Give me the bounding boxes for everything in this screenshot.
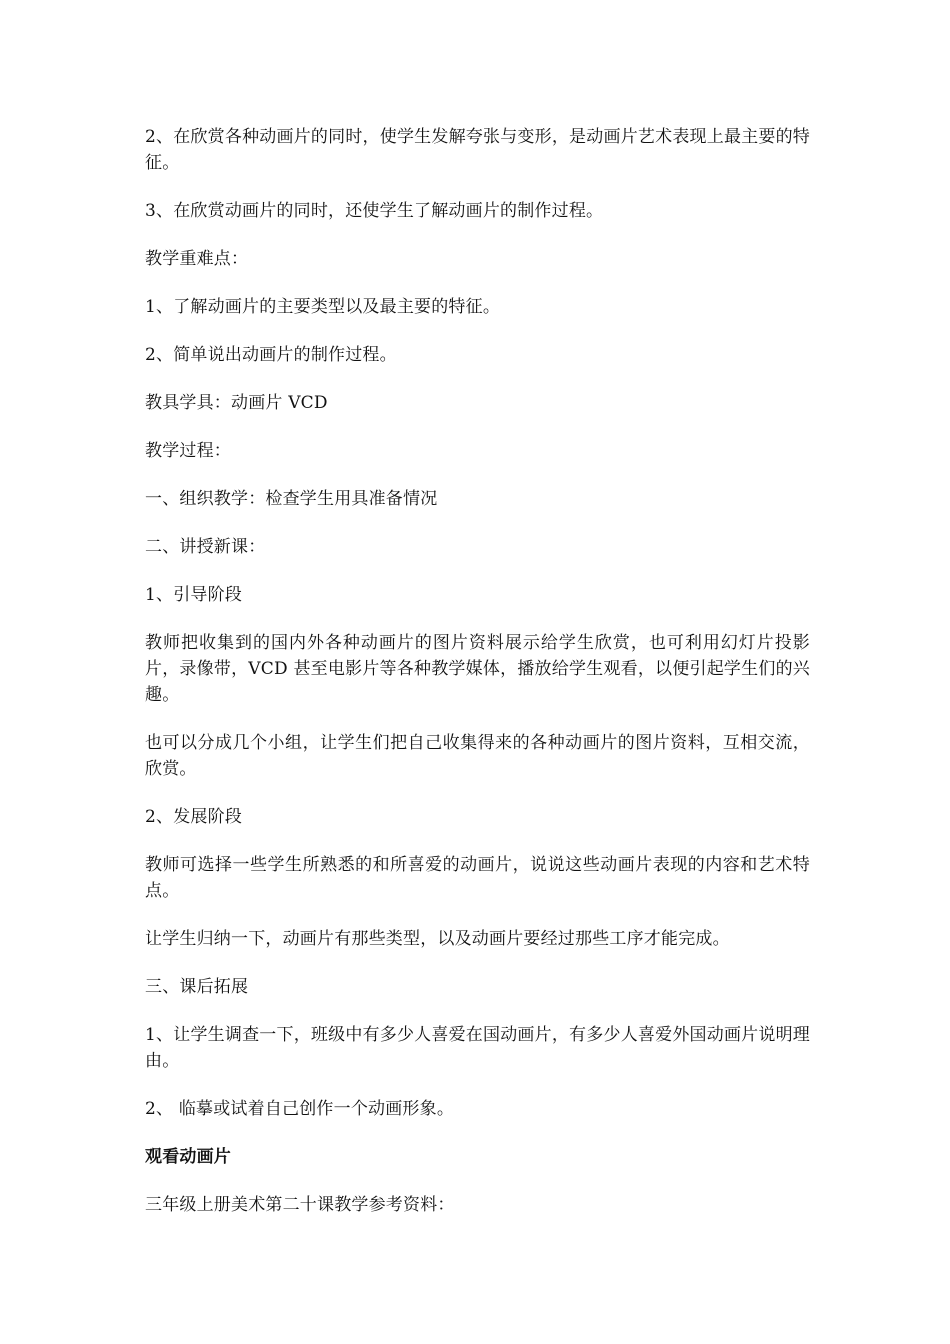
paragraph: 一、组织教学：检查学生用具准备情况 (145, 489, 438, 509)
paragraph: 也可以分成几个小组，让学生们把自己收集得来的各种动画片的图片资料，互相交流，欣赏。 (145, 733, 810, 779)
paragraph: 三年级上册美术第二十课教学参考资料： (145, 1195, 455, 1215)
paragraph: 教学过程： (145, 441, 231, 461)
paragraph: 教学重难点： (145, 249, 249, 269)
paragraph: 1、引导阶段 (145, 585, 243, 605)
paragraph: 让学生归纳一下，动画片有那些类型，以及动画片要经过那些工序才能完成。 (145, 929, 730, 949)
paragraph: 教师可选择一些学生所熟悉的和所喜爱的动画片，说说这些动画片表现的内容和艺术特点。 (145, 855, 810, 901)
paragraph: 2、在欣赏各种动画片的同时，使学生发解夸张与变形，是动画片艺术表现上最主要的特征。 (145, 127, 810, 173)
paragraph: 2、简单说出动画片的制作过程。 (145, 345, 397, 365)
document-body (145, 124, 810, 1240)
paragraph: 三、课后拓展 (145, 977, 249, 997)
paragraph: 2、 临摹或试着自己创作一个动画形象。 (145, 1099, 455, 1119)
paragraph: 3、在欣赏动画片的同时，还使学生了解动画片的制作过程。 (145, 201, 604, 221)
section-title: 观看动画片 (145, 1147, 231, 1167)
paragraph: 1、让学生调查一下，班级中有多少人喜爱在国动画片，有多少人喜爱外国动画片说明理由。 (145, 1025, 810, 1071)
paragraph: 教具学具：动画片 VCD (145, 393, 328, 413)
paragraph: 教师把收集到的国内外各种动画片的图片资料展示给学生欣赏，也可利用幻灯片投影片，录像带，VCD 甚至电影片等各种教学媒体，播放给学生观看，以便引起学生们的兴趣。 (145, 633, 810, 705)
paragraph: 1、了解动画片的主要类型以及最主要的特征。 (145, 297, 501, 317)
paragraph: 二、讲授新课： (145, 537, 266, 557)
paragraph: 2、发展阶段 (145, 807, 243, 827)
